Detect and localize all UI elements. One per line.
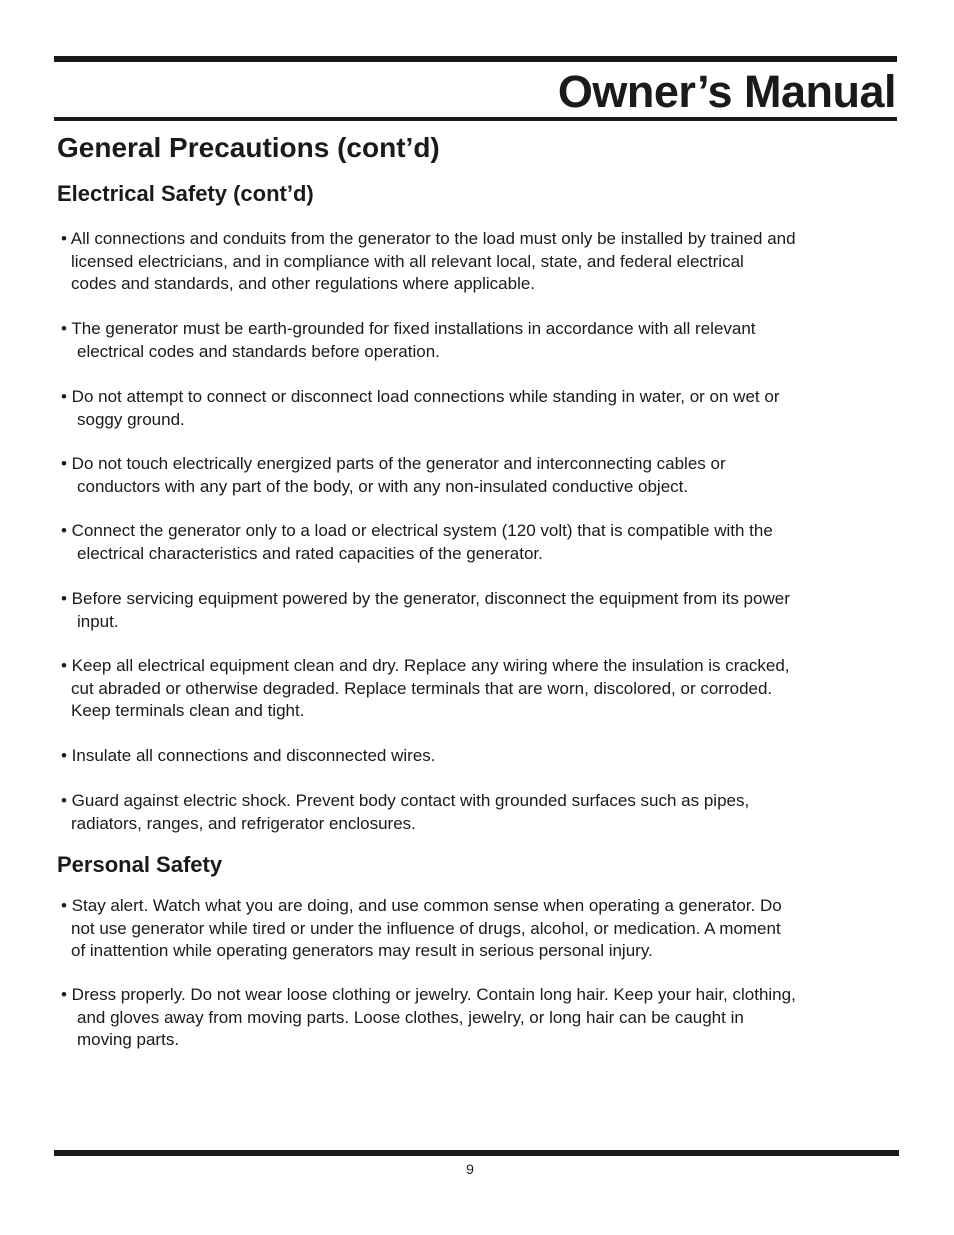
electrical-bullet-6 bbox=[61, 588, 931, 633]
bullet-line: • Dress properly. Do not wear loose clothing or jewelry. Contain long hair. Keep your hair, clothing, bbox=[61, 985, 796, 1004]
bullet-line: • Do not touch electrically energized parts of the generator and interconnecting cables or bbox=[61, 454, 726, 473]
bottom-rule bbox=[54, 1150, 899, 1156]
bullet-line: cut abraded or otherwise degraded. Replace terminals that are worn, discolored, or corroded. bbox=[71, 678, 773, 698]
bullet-line: Keep terminals clean and tight. bbox=[71, 701, 305, 720]
bullet-line: • All connections and conduits from the generator to the load must only be installed by trained and bbox=[61, 229, 796, 248]
bullet-line: • Insulate all connections and disconnected wires. bbox=[61, 746, 436, 765]
bullet-line: • Guard against electric shock. Prevent body contact with grounded surfaces such as pipes, bbox=[61, 791, 750, 810]
bullet-line: and gloves away from moving parts. Loose clothes, jewelry, or long hair can be caught in bbox=[77, 1007, 744, 1027]
bullet-line: • Do not attempt to connect or disconnect load connections while standing in water, or on wet or bbox=[61, 387, 780, 406]
electrical-bullet-3 bbox=[61, 386, 931, 431]
bullet-line: • Connect the generator only to a load or electrical system (120 volt) that is compatible with the bbox=[61, 521, 773, 540]
personal-bullet-2 bbox=[61, 984, 931, 1052]
electrical-bullet-7 bbox=[61, 655, 931, 723]
bullet-line: moving parts. bbox=[77, 1030, 180, 1049]
bullet-line: electrical characteristics and rated capacities of the generator. bbox=[77, 543, 543, 563]
bullet-line: radiators, ranges, and refrigerator enclosures. bbox=[71, 813, 416, 833]
bullet-line: • Keep all electrical equipment clean and dry. Replace any wiring where the insulation is cracked, bbox=[61, 656, 790, 675]
section-title: General Precautions (cont’d) bbox=[57, 132, 440, 163]
electrical-bullet-4 bbox=[61, 453, 931, 498]
bullet-line: • Before servicing equipment powered by the generator, disconnect the equipment from its power bbox=[61, 589, 790, 608]
electrical-bullet-2 bbox=[61, 318, 931, 363]
bullet-line: input. bbox=[77, 611, 119, 631]
electrical-bullet-9 bbox=[61, 790, 931, 835]
electrical-bullet-8 bbox=[61, 745, 931, 768]
bullet-line: licensed electricians, and in compliance with all relevant local, state, and federal electrical bbox=[71, 251, 744, 271]
electrical-safety-heading: Electrical Safety (cont’d) bbox=[57, 181, 314, 206]
bullet-line: not use generator while tired or under the influence of drugs, alcohol, or medication. A moment bbox=[71, 918, 781, 938]
bullet-line: • The generator must be earth-grounded for fixed installations in accordance with all relevant bbox=[61, 319, 756, 338]
personal-bullet-1 bbox=[61, 895, 931, 963]
bullet-line: of inattention while operating generators may result in serious personal injury. bbox=[71, 941, 653, 960]
bullet-line: conductors with any part of the body, or with any non-insulated conductive object. bbox=[77, 476, 689, 496]
title-underline-rule bbox=[54, 117, 897, 121]
bullet-line: codes and standards, and other regulations where applicable. bbox=[71, 274, 536, 293]
electrical-bullet-1 bbox=[61, 228, 931, 296]
manual-title: Owner’s Manual bbox=[557, 66, 896, 117]
bullet-line: • Stay alert. Watch what you are doing, and use common sense when operating a generator. Do bbox=[61, 896, 782, 915]
bullet-line: soggy ground. bbox=[77, 409, 185, 429]
bullet-line: electrical codes and standards before operation. bbox=[77, 341, 440, 361]
top-rule bbox=[54, 56, 897, 62]
page-number: 9 bbox=[466, 1161, 474, 1177]
personal-safety-heading: Personal Safety bbox=[57, 852, 223, 877]
electrical-bullet-5 bbox=[61, 520, 931, 565]
